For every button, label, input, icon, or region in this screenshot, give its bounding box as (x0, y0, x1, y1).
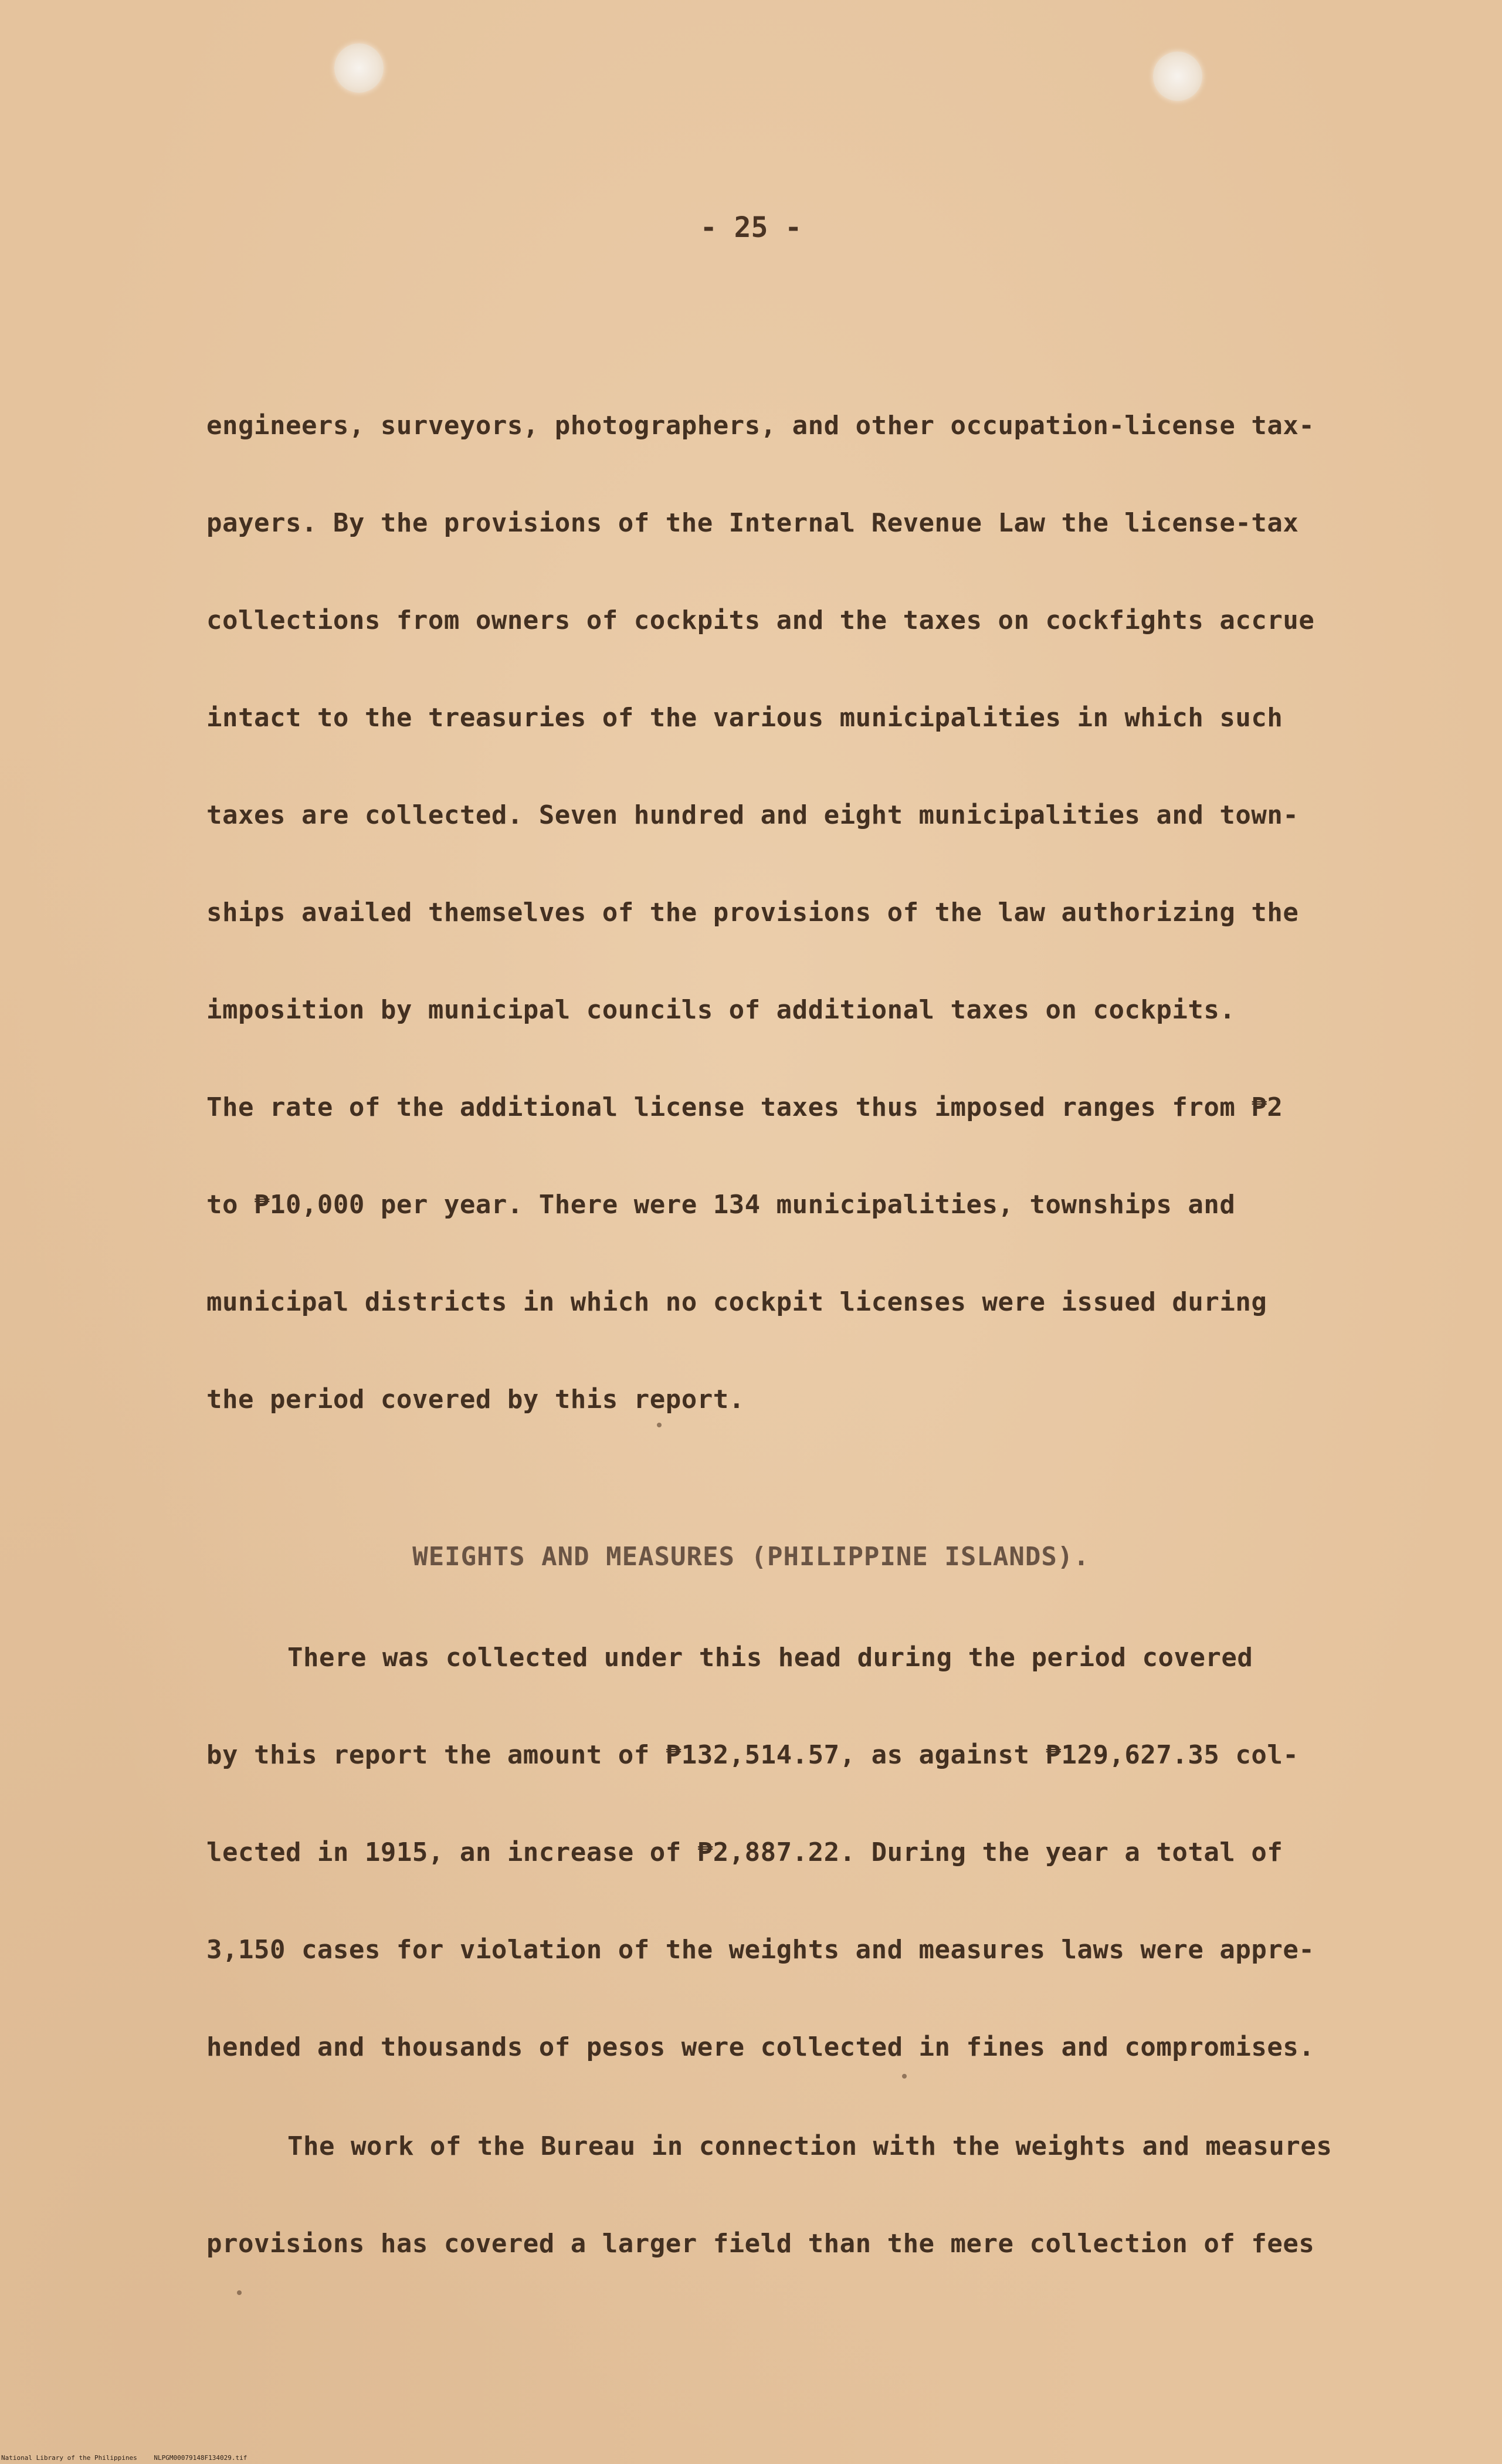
text-line: by this report the amount of ₱132,514.57, as against ₱129,627.35 col- (206, 1740, 1299, 1770)
punch-hole-left (334, 43, 384, 93)
paragraph-cockpit-licenses (206, 377, 1338, 1448)
ink-speck (902, 2074, 907, 2079)
text-line: taxes are collected. Seven hundred and eight municipalities and town- (206, 800, 1299, 830)
text-line: engineers, surveyors, photographers, and other occupation-license tax- (206, 411, 1315, 441)
text-line: imposition by municipal councils of additional taxes on cockpits. (206, 995, 1236, 1025)
text-line: The work of the Bureau in connection with the weights and measures (287, 2131, 1333, 2161)
paragraph-bureau-work (206, 2098, 1338, 2293)
ink-speck (237, 2290, 242, 2295)
text-line: collections from owners of cockpits and the taxes on cockfights accrue (206, 605, 1315, 635)
text-line: provisions has covered a larger field than the mere collection of fees (206, 2229, 1315, 2259)
text-line: intact to the treasuries of the various municipalities in which such (206, 703, 1283, 733)
text-line: hended and thousands of pesos were collected in fines and compromises. (206, 2032, 1315, 2062)
text-line: lected in 1915, an increase of ₱2,887.22. During the year a total of (206, 1837, 1283, 1867)
paragraph-weights-collections (206, 1609, 1338, 2096)
page-number: - 25 - (700, 211, 802, 244)
text-line: There was collected under this head during the period covered (287, 1643, 1253, 1673)
text-line: the period covered by this report. (206, 1385, 745, 1414)
ink-speck (657, 1423, 662, 1427)
footer-file-id: NLPGM00079148F134029.tif (154, 2454, 247, 2462)
text-line: The rate of the additional license taxes thus imposed ranges from ₱2 (206, 1092, 1283, 1122)
text-line: municipal districts in which no cockpit licenses were issued during (206, 1287, 1267, 1317)
text-line: 3,150 cases for violation of the weights and measures laws were appre- (206, 1935, 1315, 1965)
text-line: ships availed themselves of the provisions of the law authorizing the (206, 898, 1299, 928)
text-line: to ₱10,000 per year. There were 134 municipalities, townships and (206, 1190, 1236, 1220)
section-heading-weights-measures: WEIGHTS AND MEASURES (PHILIPPINE ISLANDS). (412, 1542, 1090, 1572)
footer-library: National Library of the Philippines (1, 2454, 137, 2462)
punch-hole-right (1153, 52, 1202, 101)
text-line: payers. By the provisions of the Internal Revenue Law the license-tax (206, 508, 1299, 538)
archive-footer (1, 2454, 260, 2462)
